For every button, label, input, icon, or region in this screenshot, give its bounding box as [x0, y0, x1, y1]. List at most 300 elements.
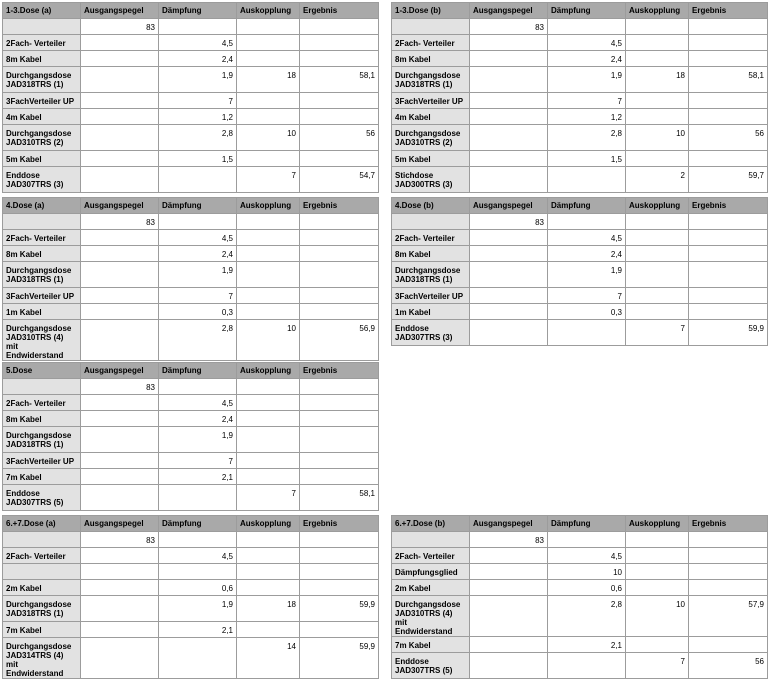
cell-ausgangspegel: [81, 125, 159, 151]
cell-auskopplung: 7: [237, 167, 300, 193]
cell-ergebnis: [300, 564, 379, 580]
row-label: 2Fach- Verteiler: [3, 230, 81, 246]
cell-auskopplung: 7: [626, 653, 689, 679]
col-header-ergebnis: Ergebnis: [300, 363, 379, 379]
row-label: Durchgangsdose JAD310TRS (4) mit Endwiderstand: [392, 596, 470, 637]
cell-ergebnis: 58,1: [300, 67, 379, 93]
cell-ergebnis: [300, 288, 379, 304]
cell-ergebnis: [689, 93, 768, 109]
table-row: [392, 532, 768, 548]
col-header-ausgangspegel: Ausgangspegel: [81, 363, 159, 379]
cell-ergebnis: [689, 580, 768, 596]
row-label: 3FachVerteiler UP: [3, 453, 81, 469]
cell-ergebnis: 58,1: [689, 67, 768, 93]
table-header-row: [3, 198, 379, 214]
table-row: [392, 304, 768, 320]
table-row: [392, 548, 768, 564]
cell-auskopplung: [626, 51, 689, 67]
cell-auskopplung: [237, 51, 300, 67]
table-row: [392, 637, 768, 653]
col-header-ausgangspegel: Ausgangspegel: [470, 198, 548, 214]
table-row: [3, 580, 379, 596]
col-header-ergebnis: Ergebnis: [300, 516, 379, 532]
row-label: 2Fach- Verteiler: [392, 548, 470, 564]
cell-auskopplung: [237, 288, 300, 304]
cell-ergebnis: [300, 51, 379, 67]
row-label: [392, 532, 470, 548]
col-header-auskopplung: Auskopplung: [626, 198, 689, 214]
cell-daempfung: 2,1: [159, 622, 237, 638]
cell-ausgangspegel: [470, 35, 548, 51]
cell-daempfung: 10: [548, 564, 626, 580]
cell-ausgangspegel: [470, 653, 548, 679]
row-label: Enddose JAD307TRS (5): [392, 653, 470, 679]
cell-auskopplung: [237, 19, 300, 35]
table-5-dose: [2, 362, 379, 511]
cell-ergebnis: 58,1: [300, 485, 379, 511]
cell-auskopplung: [626, 548, 689, 564]
row-label: Durchgangsdose JAD318TRS (1): [3, 67, 81, 93]
cell-auskopplung: [626, 19, 689, 35]
cell-ausgangspegel: [470, 230, 548, 246]
cell-ergebnis: [689, 230, 768, 246]
cell-daempfung: 0,6: [159, 580, 237, 596]
table-title: 4.Dose (a): [3, 198, 81, 214]
cell-daempfung: 2,4: [548, 246, 626, 262]
cell-ergebnis: 56: [689, 653, 768, 679]
row-label: 8m Kabel: [392, 51, 470, 67]
table-4-dose-b: [391, 197, 768, 346]
cell-daempfung: 7: [159, 93, 237, 109]
row-label: Durchgangsdose JAD314TRS (4) mit Endwiderstand: [3, 638, 81, 679]
cell-ergebnis: [689, 304, 768, 320]
cell-daempfung: [548, 532, 626, 548]
cell-auskopplung: 2: [626, 167, 689, 193]
table-row: [3, 288, 379, 304]
cell-auskopplung: [626, 230, 689, 246]
cell-auskopplung: 14: [237, 638, 300, 679]
cell-auskopplung: [237, 564, 300, 580]
row-label: [392, 214, 470, 230]
cell-daempfung: 7: [548, 93, 626, 109]
cell-ergebnis: 59,9: [300, 638, 379, 679]
cell-ergebnis: [300, 411, 379, 427]
cell-ausgangspegel: [81, 93, 159, 109]
cell-ausgangspegel: [81, 485, 159, 511]
table-header-row: [3, 363, 379, 379]
table-row: [392, 246, 768, 262]
cell-daempfung: 1,9: [159, 67, 237, 93]
cell-ergebnis: 59,9: [300, 596, 379, 622]
cell-daempfung: 1,2: [548, 109, 626, 125]
cell-ausgangspegel: [81, 35, 159, 51]
table-row: [392, 230, 768, 246]
cell-ergebnis: [689, 262, 768, 288]
cell-daempfung: [159, 532, 237, 548]
cell-ausgangspegel: [470, 304, 548, 320]
cell-auskopplung: [626, 214, 689, 230]
cell-ausgangspegel: [470, 262, 548, 288]
cell-auskopplung: [237, 548, 300, 564]
cell-auskopplung: 18: [626, 67, 689, 93]
table-row: [392, 51, 768, 67]
cell-ausgangspegel: [470, 51, 548, 67]
cell-auskopplung: [237, 304, 300, 320]
cell-auskopplung: [237, 453, 300, 469]
cell-daempfung: [159, 638, 237, 679]
cell-daempfung: [159, 564, 237, 580]
row-label: [3, 532, 81, 548]
cell-ausgangspegel: [81, 469, 159, 485]
row-label: Durchgangsdose JAD318TRS (1): [392, 67, 470, 93]
cell-ausgangspegel: [470, 596, 548, 637]
cell-auskopplung: [237, 427, 300, 453]
cell-ergebnis: [689, 214, 768, 230]
table-title: 6.+7.Dose (b): [392, 516, 470, 532]
table-row: [392, 653, 768, 679]
cell-ergebnis: [689, 19, 768, 35]
row-label: 3FachVerteiler UP: [3, 93, 81, 109]
row-label: [3, 379, 81, 395]
table-header-row: [392, 3, 768, 19]
row-label: 2Fach- Verteiler: [3, 395, 81, 411]
cell-auskopplung: [237, 109, 300, 125]
table-row: [392, 167, 768, 193]
cell-ergebnis: [689, 246, 768, 262]
cell-ausgangspegel: [81, 151, 159, 167]
cell-auskopplung: [626, 637, 689, 653]
cell-daempfung: 1,9: [159, 262, 237, 288]
table-row: [392, 288, 768, 304]
table-row: [3, 151, 379, 167]
col-header-ausgangspegel: Ausgangspegel: [81, 516, 159, 532]
cell-auskopplung: 7: [626, 320, 689, 346]
row-label: [3, 214, 81, 230]
cell-auskopplung: [237, 246, 300, 262]
cell-ergebnis: [689, 637, 768, 653]
cell-daempfung: 2,4: [159, 246, 237, 262]
table-row: [3, 320, 379, 361]
cell-ergebnis: [300, 379, 379, 395]
cell-ausgangspegel: [81, 51, 159, 67]
cell-auskopplung: 18: [237, 596, 300, 622]
cell-ausgangspegel: [81, 167, 159, 193]
row-label: 5m Kabel: [3, 151, 81, 167]
cell-daempfung: 0,3: [548, 304, 626, 320]
col-header-daempfung: Dämpfung: [159, 516, 237, 532]
cell-daempfung: 4,5: [548, 230, 626, 246]
table-row: [3, 564, 379, 580]
table-header-row: [3, 516, 379, 532]
cell-auskopplung: [626, 288, 689, 304]
row-label: 1m Kabel: [392, 304, 470, 320]
table-row: [3, 93, 379, 109]
col-header-auskopplung: Auskopplung: [237, 198, 300, 214]
cell-ausgangspegel: [81, 288, 159, 304]
row-label: 7m Kabel: [3, 469, 81, 485]
col-header-daempfung: Dämpfung: [159, 363, 237, 379]
cell-daempfung: [159, 167, 237, 193]
cell-ergebnis: [300, 532, 379, 548]
cell-daempfung: 2,1: [548, 637, 626, 653]
cell-ausgangspegel: [81, 548, 159, 564]
cell-ausgangspegel: [81, 427, 159, 453]
cell-daempfung: 2,8: [548, 596, 626, 637]
cell-auskopplung: [626, 109, 689, 125]
cell-ergebnis: [300, 548, 379, 564]
row-label: [3, 19, 81, 35]
cell-daempfung: 4,5: [159, 548, 237, 564]
table-row: [392, 67, 768, 93]
cell-ergebnis: [300, 214, 379, 230]
row-label: 2m Kabel: [3, 580, 81, 596]
table-row: [3, 596, 379, 622]
cell-daempfung: 7: [159, 453, 237, 469]
table-title: 1-3.Dose (a): [3, 3, 81, 19]
row-label: Stichdose JAD300TRS (3): [392, 167, 470, 193]
table-row: [3, 485, 379, 511]
table-row: [3, 427, 379, 453]
cell-auskopplung: [626, 246, 689, 262]
col-header-auskopplung: Auskopplung: [237, 516, 300, 532]
cell-daempfung: 4,5: [159, 230, 237, 246]
cell-ergebnis: [689, 109, 768, 125]
table-row: [3, 379, 379, 395]
cell-ergebnis: [300, 622, 379, 638]
cell-auskopplung: [237, 35, 300, 51]
cell-daempfung: 1,9: [548, 262, 626, 288]
row-label: [392, 19, 470, 35]
row-label: 7m Kabel: [392, 637, 470, 653]
col-header-daempfung: Dämpfung: [548, 516, 626, 532]
table-row: [3, 125, 379, 151]
table-row: [3, 230, 379, 246]
row-label: 2Fach- Verteiler: [3, 548, 81, 564]
cell-ausgangspegel: [81, 304, 159, 320]
table-title: 1-3.Dose (b): [392, 3, 470, 19]
cell-daempfung: 2,4: [159, 51, 237, 67]
cell-ausgangspegel: [81, 246, 159, 262]
cell-ausgangspegel: 83: [81, 214, 159, 230]
cell-ergebnis: [300, 395, 379, 411]
table-1-3-dose-b: [391, 2, 768, 193]
cell-daempfung: 1,9: [159, 596, 237, 622]
row-label: 2Fach- Verteiler: [392, 230, 470, 246]
cell-ausgangspegel: [470, 109, 548, 125]
cell-ergebnis: [300, 109, 379, 125]
cell-auskopplung: [626, 151, 689, 167]
cell-daempfung: [548, 320, 626, 346]
col-header-ergebnis: Ergebnis: [300, 3, 379, 19]
table-header-row: [3, 3, 379, 19]
cell-auskopplung: [237, 622, 300, 638]
table-row: [3, 469, 379, 485]
cell-ergebnis: [300, 453, 379, 469]
cell-ergebnis: [300, 469, 379, 485]
table-row: [392, 151, 768, 167]
cell-daempfung: 4,5: [548, 548, 626, 564]
cell-ausgangspegel: [81, 453, 159, 469]
cell-ergebnis: 56: [300, 125, 379, 151]
cell-ausgangspegel: [470, 67, 548, 93]
cell-ausgangspegel: [470, 288, 548, 304]
table-row: [3, 453, 379, 469]
cell-ergebnis: [300, 35, 379, 51]
cell-daempfung: 1,9: [548, 67, 626, 93]
cell-daempfung: 2,8: [159, 320, 237, 361]
col-header-ausgangspegel: Ausgangspegel: [81, 198, 159, 214]
cell-daempfung: 1,2: [159, 109, 237, 125]
table-row: [392, 564, 768, 580]
cell-ausgangspegel: [81, 596, 159, 622]
cell-ergebnis: 54,7: [300, 167, 379, 193]
table-title: 6.+7.Dose (a): [3, 516, 81, 532]
cell-ausgangspegel: 83: [470, 214, 548, 230]
row-label: 3FachVerteiler UP: [392, 93, 470, 109]
cell-auskopplung: [626, 564, 689, 580]
cell-daempfung: 1,5: [159, 151, 237, 167]
row-label: 2Fach- Verteiler: [392, 35, 470, 51]
col-header-ergebnis: Ergebnis: [689, 198, 768, 214]
cell-daempfung: [159, 485, 237, 511]
cell-ausgangspegel: [81, 230, 159, 246]
col-header-daempfung: Dämpfung: [159, 3, 237, 19]
table-row: [3, 548, 379, 564]
cell-auskopplung: [237, 93, 300, 109]
table-header-row: [392, 516, 768, 532]
cell-ausgangspegel: [81, 622, 159, 638]
cell-ergebnis: 56,9: [300, 320, 379, 361]
cell-ergebnis: [689, 51, 768, 67]
table-row: [392, 262, 768, 288]
table-row: [3, 109, 379, 125]
cell-auskopplung: [237, 580, 300, 596]
cell-ergebnis: [689, 35, 768, 51]
col-header-ergebnis: Ergebnis: [689, 3, 768, 19]
cell-ausgangspegel: [81, 395, 159, 411]
row-label: 7m Kabel: [3, 622, 81, 638]
row-label: Durchgangsdose JAD310TRS (2): [3, 125, 81, 151]
cell-daempfung: 7: [159, 288, 237, 304]
cell-auskopplung: [626, 262, 689, 288]
cell-ausgangspegel: 83: [470, 532, 548, 548]
cell-auskopplung: [237, 395, 300, 411]
cell-auskopplung: 10: [626, 125, 689, 151]
row-label: 8m Kabel: [3, 51, 81, 67]
table-row: [3, 532, 379, 548]
cell-daempfung: 0,6: [548, 580, 626, 596]
row-label: Durchgangsdose JAD318TRS (1): [3, 596, 81, 622]
col-header-ergebnis: Ergebnis: [300, 198, 379, 214]
table-row: [392, 125, 768, 151]
cell-auskopplung: 10: [237, 320, 300, 361]
row-label: 2Fach- Verteiler: [3, 35, 81, 51]
table-row: [3, 262, 379, 288]
table-1-3-dose-a: [2, 2, 379, 193]
row-label: [3, 564, 81, 580]
cell-ergebnis: [300, 93, 379, 109]
table-title: 4.Dose (b): [392, 198, 470, 214]
row-label: 1m Kabel: [3, 304, 81, 320]
cell-daempfung: 2,4: [159, 411, 237, 427]
cell-ausgangspegel: [81, 67, 159, 93]
cell-daempfung: [548, 167, 626, 193]
row-label: 4m Kabel: [392, 109, 470, 125]
cell-ergebnis: [689, 151, 768, 167]
cell-ergebnis: [300, 19, 379, 35]
col-header-ergebnis: Ergebnis: [689, 516, 768, 532]
table-row: [3, 622, 379, 638]
cell-daempfung: 1,9: [159, 427, 237, 453]
cell-ergebnis: [689, 564, 768, 580]
cell-ergebnis: [300, 427, 379, 453]
cell-auskopplung: 10: [626, 596, 689, 637]
row-label: 3FachVerteiler UP: [3, 288, 81, 304]
cell-ausgangspegel: 83: [470, 19, 548, 35]
col-header-daempfung: Dämpfung: [548, 198, 626, 214]
row-label: 2m Kabel: [392, 580, 470, 596]
cell-daempfung: 1,5: [548, 151, 626, 167]
cell-daempfung: 4,5: [159, 35, 237, 51]
row-label: 5m Kabel: [392, 151, 470, 167]
table-row: [3, 246, 379, 262]
cell-ausgangspegel: [81, 638, 159, 679]
cell-daempfung: [548, 653, 626, 679]
cell-daempfung: 2,8: [159, 125, 237, 151]
cell-ausgangspegel: [470, 320, 548, 346]
col-header-ausgangspegel: Ausgangspegel: [470, 516, 548, 532]
cell-daempfung: [548, 19, 626, 35]
cell-auskopplung: [237, 469, 300, 485]
cell-auskopplung: [237, 214, 300, 230]
table-6-7-dose-a: [2, 515, 379, 679]
cell-daempfung: 2,1: [159, 469, 237, 485]
cell-ergebnis: [300, 230, 379, 246]
row-label: 8m Kabel: [392, 246, 470, 262]
table-row: [392, 19, 768, 35]
cell-daempfung: 2,4: [548, 51, 626, 67]
table-6-7-dose-b: [391, 515, 768, 679]
table-row: [3, 638, 379, 679]
col-header-auskopplung: Auskopplung: [237, 363, 300, 379]
table-row: [3, 304, 379, 320]
table-title: 5.Dose: [3, 363, 81, 379]
cell-ausgangspegel: [470, 580, 548, 596]
cell-daempfung: [159, 19, 237, 35]
col-header-auskopplung: Auskopplung: [626, 516, 689, 532]
cell-auskopplung: [237, 411, 300, 427]
col-header-daempfung: Dämpfung: [548, 3, 626, 19]
cell-auskopplung: 18: [237, 67, 300, 93]
cell-ausgangspegel: 83: [81, 532, 159, 548]
col-header-auskopplung: Auskopplung: [626, 3, 689, 19]
cell-ausgangspegel: 83: [81, 379, 159, 395]
cell-ausgangspegel: [81, 109, 159, 125]
col-header-daempfung: Dämpfung: [159, 198, 237, 214]
cell-ausgangspegel: [470, 548, 548, 564]
cell-auskopplung: [237, 532, 300, 548]
table-row: [3, 19, 379, 35]
row-label: 8m Kabel: [3, 411, 81, 427]
table-row: [392, 580, 768, 596]
cell-daempfung: 7: [548, 288, 626, 304]
table-row: [392, 93, 768, 109]
col-header-ausgangspegel: Ausgangspegel: [470, 3, 548, 19]
table-row: [392, 214, 768, 230]
cell-daempfung: [159, 214, 237, 230]
cell-ergebnis: [300, 151, 379, 167]
cell-auskopplung: [626, 580, 689, 596]
